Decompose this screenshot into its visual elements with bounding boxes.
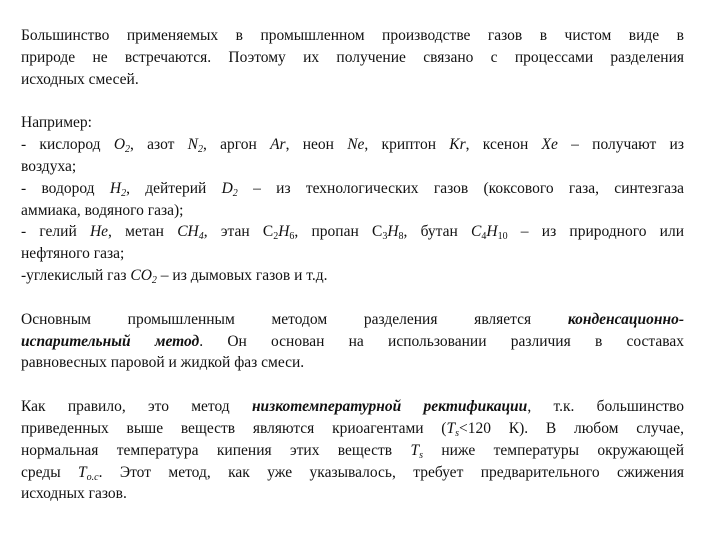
symbol-toc: $T_{о.с}$ (78, 463, 99, 483)
formula-ar: Ar (270, 136, 286, 154)
paragraph-examples (21, 112, 684, 286)
paragraph-intro (21, 25, 684, 90)
formula-ch4: $CH_4$ (177, 223, 204, 243)
text-line: равновесных паровой и жидкой фаз смеси. (21, 354, 305, 372)
examples-heading: Например: (21, 114, 92, 132)
formula-c3h8: $C_3H_8$ (371, 223, 404, 243)
text-line: нефтяного газа; (21, 245, 125, 263)
formula-he: He (89, 223, 109, 241)
text-line: приведенных выше веществ являются криоагентами ($T_s<120$ К). В любом случае, (21, 419, 685, 439)
formula-co2: $CO_2$ (130, 266, 157, 286)
example-line-hydrogen: - водород $H_2$, дейтерий $D_2$ – из технологических газов (коксового газа, синтезгаза (21, 179, 684, 199)
text-line: среды $T_{о.с}$. Этот метод, как уже указывалось, требует предварительного сжижения (21, 463, 685, 483)
formula-h2: $H_2$ (109, 179, 127, 199)
term-condensation: конденсационно- (567, 310, 684, 328)
term-evaporation-method: испарительный метод (21, 332, 200, 350)
text-line: нормальная температура кипения этих веществ $T_s$ ниже температуры окружающей (21, 441, 684, 461)
term-rectification: низкотемпературной ректификации (251, 398, 528, 416)
text-line: исходных газов. (21, 485, 127, 503)
formula-kr: Kr (449, 136, 466, 154)
text-line: природе не встречаются. Поэтому их получение связано с процессами разделения (21, 48, 684, 66)
text-line: Как правило, это метод низкотемпературной ректификации, т.к. большинство (21, 398, 684, 416)
document-page (21, 25, 684, 505)
text-line: Большинство применяемых в промышленном производстве газов в чистом виде в (21, 27, 684, 44)
symbol-ts: $T_s$ (446, 419, 460, 439)
text-line: исходных смесей. (21, 70, 139, 88)
example-line-air: - кислород $O_2$, азот $N_2$, аргон Ar, неон Ne, криптон Kr, ксенон Xe – получают из (21, 136, 684, 156)
formula-o2: $O_2$ (113, 136, 131, 156)
formula-c2h6: $C_2H_6$ (262, 223, 295, 243)
formula-d2: $D_2$ (221, 179, 238, 199)
text-line: воздуха; (21, 157, 77, 175)
formula-n2: $N_2$ (187, 136, 204, 156)
symbol-ts: $T_s$ (410, 441, 423, 461)
example-line-natural-gas: - гелий He, метан $CH_4$, этан $C_2H_6$, пропан $C_3H_8$, бутан $C_4H_{10}$ – из природного или (21, 223, 684, 243)
text-line: испарительный метод. Он основан на использовании различия в составах (21, 332, 684, 350)
paragraph-rectification (21, 396, 684, 505)
text-line: Основным промышленным методом разделения является конденсационно- (21, 310, 684, 328)
paragraph-method (21, 309, 684, 374)
text-line: аммиака, водяного газа); (21, 201, 184, 219)
formula-ne: Ne (347, 136, 365, 154)
formula-xe: Xe (541, 136, 558, 154)
formula-c4h10: $C_4H_{10}$ (471, 223, 508, 243)
example-line-co2: -углекислый газ $CO_2$ – из дымовых газов и т.д. (21, 266, 328, 286)
